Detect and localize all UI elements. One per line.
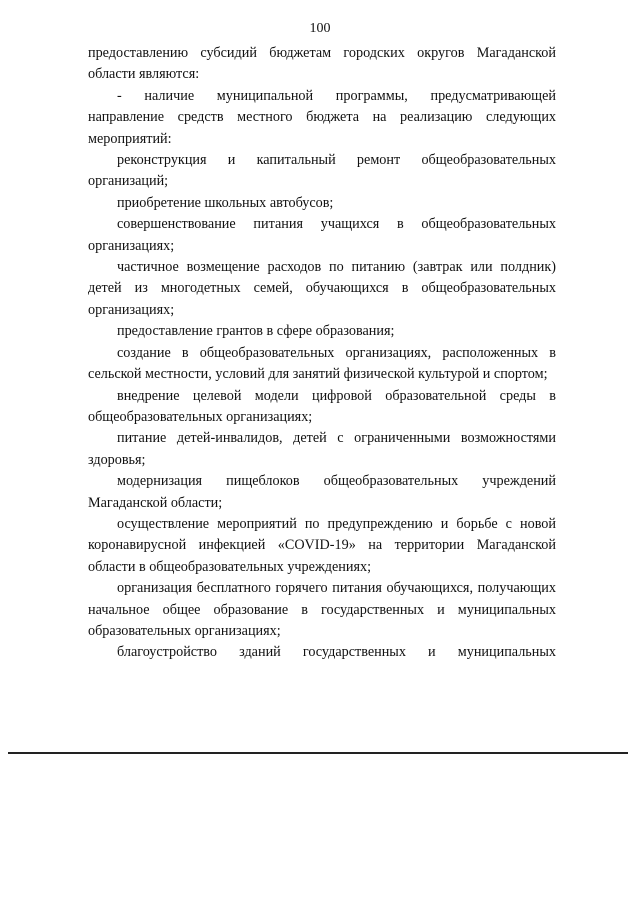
paragraph-school-buses: приобретение школьных автобусов; — [117, 194, 334, 211]
paragraph-reconstruction: реконструкция и капитальный ремонт общеобразовательных организаций; — [88, 152, 556, 190]
paragraph-building-improvement: благоустройство зданий государственных и муниципальных — [117, 644, 556, 661]
paragraph-covid-measures: осуществление мероприятий по предупреждению и борьбе с новой коронавирусной инфекцией «COVID-19» на территории Магаданской области в общеобразовательных учреждениях; — [88, 515, 556, 575]
paragraph-intro: предоставлению субсидий бюджетам городских округов Магаданской области являются: — [88, 45, 556, 83]
paragraph-disabled-children-meals: питание детей-инвалидов, детей с ограниченными возможностями здоровья; — [88, 430, 556, 468]
paragraph-rural-sports: создание в общеобразовательных организациях, расположенных в сельской местности, условий для занятий физической культурой и спортом; — [88, 344, 556, 383]
paragraph-large-families-meals: частичное возмещение расходов по питанию (завтрак или полдник) детей из многодетных семей, обучающихся в общеобразовательных организациях; — [88, 259, 556, 318]
bottom-rule — [8, 752, 628, 754]
paragraph-digital-environment: внедрение целевой модели цифровой образовательной среды в общеобразовательных организациях; — [88, 387, 556, 425]
page-number: 100 — [309, 21, 331, 36]
paragraph-education-grants: предоставление грантов в сфере образования; — [117, 323, 395, 340]
paragraph-free-hot-meals: организация бесплатного горячего питания обучающихся, получающих начальное общее образование в государственных и муниципальных образовательных организациях; — [88, 580, 556, 639]
paragraph-canteen-modernization: модернизация пищеблоков общеобразовательных учреждений Магаданской области; — [88, 473, 556, 511]
document-body — [88, 43, 556, 664]
paragraph-municipal-program: - наличие муниципальной программы, предусматривающей направление средств местного бюджета на реализацию следующих мероприятий: — [88, 87, 556, 147]
paragraph-nutrition-improvement: совершенствование питания учащихся в общеобразовательных организациях; — [88, 216, 556, 254]
